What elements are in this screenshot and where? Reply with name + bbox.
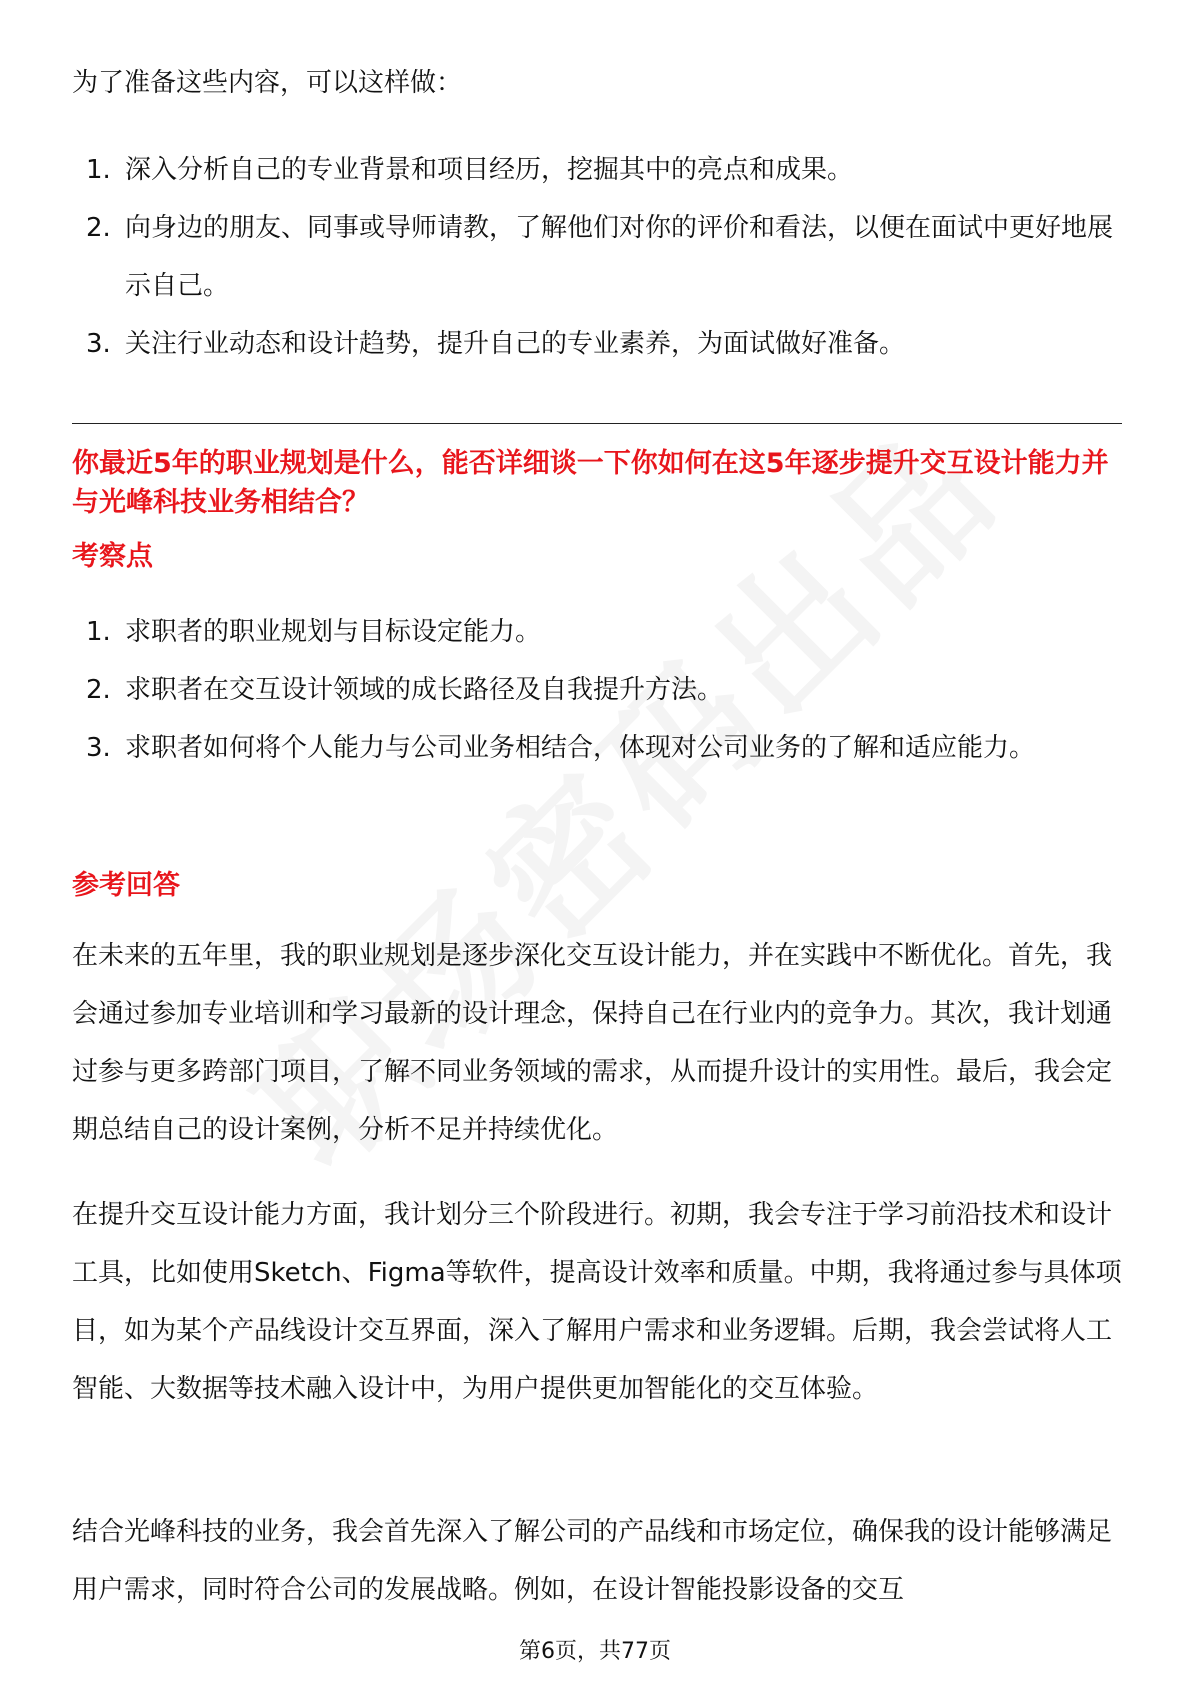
list-text: 关注行业动态和设计趋势，提升自己的专业素养，为面试做好准备。 <box>125 329 906 359</box>
page-footer: 第6页，共77页 <box>519 1639 671 1664</box>
list-item <box>72 199 1122 315</box>
list-item <box>72 603 1122 661</box>
answer-paragraph: 结合光峰科技的业务，我会首先深入了解公司的产品线和市场定位，确保我的设计能够满足用户需求，同时符合公司的发展战略。例如，在设计智能投影设备的交互 <box>72 1517 1113 1605</box>
list-item <box>72 315 1122 373</box>
list-text: 求职者如何将个人能力与公司业务相结合，体现对公司业务的了解和适应能力。 <box>125 733 1036 763</box>
answer-paragraph: 在提升交互设计能力方面，我计划分三个阶段进行。初期，我会专注于学习前沿技术和设计工具，比如使用Sketch、Figma等软件，提高设计效率和质量。中期，我将通过参与具体项目，如为某个产品线设计交互界面，深入了解用户需求和业务逻辑。后期，我会尝试将人工智能、大数据等技术融入设计中，为用户提供更加智能化的交互体验。 <box>72 1200 1122 1404</box>
list-item <box>72 661 1122 719</box>
answer-paragraph: 在未来的五年里，我的职业规划是逐步深化交互设计能力，并在实践中不断优化。首先，我会通过参加专业培训和学习最新的设计理念，保持自己在行业内的竞争力。其次，我计划通过参与更多跨部门项目，了解不同业务领域的需求，从而提升设计的实用性。最后，我会定期总结自己的设计案例，分析不足并持续优化。 <box>72 941 1113 1145</box>
intro-text: 为了准备这些内容，可以这样做： <box>72 68 463 98</box>
list-number: 1. <box>86 617 111 647</box>
answer-heading: 参考回答 <box>72 870 180 901</box>
list-text: 向身边的朋友、同事或导师请教，了解他们对你的评价和看法，以便在面试中更好地展示自己。 <box>125 213 1114 301</box>
list-item <box>72 141 1122 199</box>
list-number: 3. <box>86 733 111 763</box>
list-number: 3. <box>86 329 111 359</box>
list-number: 1. <box>86 155 111 185</box>
list-number: 2. <box>86 213 111 243</box>
section-divider <box>72 423 1122 424</box>
list-text: 深入分析自己的专业背景和项目经历，挖掘其中的亮点和成果。 <box>125 155 854 185</box>
list-number: 2. <box>86 675 111 705</box>
list-text: 求职者在交互设计领域的成长路径及自我提升方法。 <box>125 675 724 705</box>
list-item <box>72 719 1122 777</box>
interview-question: 你最近5年的职业规划是什么，能否详细谈一下你如何在这5年逐步提升交互设计能力并与光峰科技业务相结合？ <box>72 448 1109 518</box>
list-text: 求职者的职业规划与目标设定能力。 <box>125 617 542 647</box>
focus-heading: 考察点 <box>72 541 153 572</box>
focus-points-list <box>72 603 1122 777</box>
prep-steps-list <box>72 141 1122 373</box>
